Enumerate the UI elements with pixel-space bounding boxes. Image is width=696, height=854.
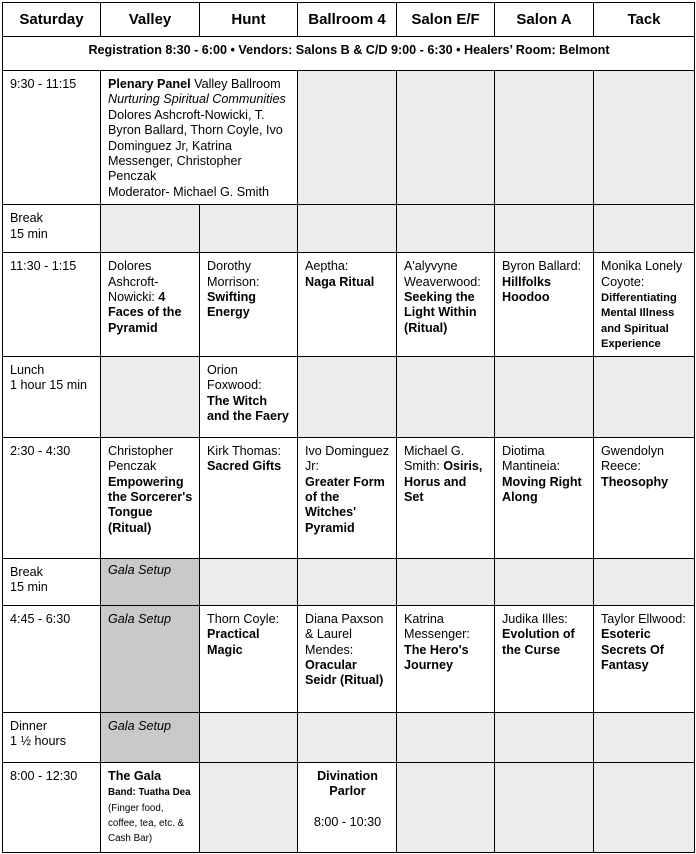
- session-title: Greater Form of the Witches' Pyramid: [305, 474, 385, 535]
- time-cell: Break 15 min: [3, 558, 101, 605]
- row-445: [3, 605, 695, 712]
- session-title: Seeking the Light Within (Ritual): [404, 290, 477, 335]
- empty-cell: [495, 558, 594, 605]
- session-title: Differentiating Mental Illness and Spiritual Experience: [601, 292, 677, 351]
- header-row: [3, 3, 695, 37]
- plenary-subtitle: Nurturing Spiritual Communities: [108, 92, 286, 107]
- session-cell: [101, 253, 200, 356]
- session-cell: [594, 605, 695, 712]
- plenary-location: Valley Ballroom: [190, 77, 281, 91]
- session-title: Theosophy: [601, 474, 669, 489]
- time-cell: 4:45 - 6:30: [3, 605, 101, 712]
- presenter: Christopher Penczak: [108, 443, 174, 474]
- gala-cell: [101, 762, 200, 852]
- empty-cell: [101, 356, 200, 437]
- session-cell: [200, 437, 298, 558]
- empty-cell: [594, 71, 695, 205]
- presenter: Diana Paxson & Laurel Mendes:: [305, 611, 384, 657]
- empty-cell: [298, 558, 397, 605]
- schedule-table: [2, 2, 695, 853]
- presenter: Katrina Messenger:: [404, 611, 470, 642]
- row-230: [3, 437, 695, 558]
- presenter: Judika Illes:: [502, 611, 568, 626]
- divination-parlor-cell: [298, 762, 397, 852]
- time-cell: Break 15 min: [3, 205, 101, 253]
- session-cell: [200, 605, 298, 712]
- session-cell: [298, 253, 397, 356]
- presenter: Kirk Thomas:: [207, 443, 281, 458]
- empty-cell: [397, 712, 495, 762]
- row-plenary: [3, 71, 695, 205]
- gala-title: The Gala: [108, 768, 162, 783]
- empty-cell: [397, 71, 495, 205]
- presenter: Orion Foxwood:: [207, 362, 262, 393]
- session-title: Oracular Seidr (Ritual): [305, 657, 384, 688]
- empty-cell: [594, 205, 695, 253]
- empty-cell: [495, 205, 594, 253]
- plenary-moderator: Moderator- Michael G. Smith: [108, 184, 269, 199]
- header-salon-a: Salon A: [495, 3, 594, 37]
- registration-banner: Registration 8:30 - 6:00 • Vendors: Salons B & C/D 9:00 - 6:30 • Healers’ Room: Belmont: [3, 37, 695, 71]
- plenary-title: Plenary Panel: [108, 77, 191, 91]
- header-hunt: Hunt: [200, 3, 298, 37]
- row-dinner: [3, 712, 695, 762]
- empty-cell: [397, 205, 495, 253]
- empty-cell: [101, 205, 200, 253]
- header-valley: Valley: [101, 3, 200, 37]
- session-title: Hillfolks Hoodoo: [502, 274, 551, 305]
- session-cell: [397, 437, 495, 558]
- empty-cell: [594, 558, 695, 605]
- session-title: Moving Right Along: [502, 474, 582, 504]
- presenter: Michael G. Smith:: [404, 443, 465, 474]
- session-cell: [397, 253, 495, 356]
- session-cell: [495, 437, 594, 558]
- row-1130: [3, 253, 695, 356]
- session-title: The Witch and the Faery: [207, 393, 289, 423]
- header-ballroom-4: Ballroom 4: [298, 3, 397, 37]
- header-salon-ef: Salon E/F: [397, 3, 495, 37]
- time-cell: 11:30 - 1:15: [3, 253, 101, 356]
- session-title: Empowering the Sorcerer's Tongue (Ritual): [108, 474, 193, 535]
- time-cell: 8:00 - 12:30: [3, 762, 101, 852]
- session-title: Practical Magic: [207, 627, 260, 657]
- session-title: Naga Ritual: [305, 274, 375, 289]
- session-cell: [298, 437, 397, 558]
- header-saturday: Saturday: [3, 3, 101, 37]
- session-title: Swifting Energy: [207, 290, 256, 320]
- empty-cell: [298, 356, 397, 437]
- session-cell: [397, 605, 495, 712]
- presenter: Aeptha:: [305, 259, 349, 274]
- presenter: Dolores Ashcroft-Nowicki:: [108, 259, 159, 305]
- divination-title: Divination Parlor: [317, 768, 378, 799]
- divination-time: 8:00 - 10:30: [313, 814, 382, 829]
- header-tack: Tack: [594, 3, 695, 37]
- empty-cell: [298, 205, 397, 253]
- session-title: Osiris, Horus and Set: [404, 459, 483, 504]
- row-break-1: [3, 205, 695, 253]
- session-cell: [101, 437, 200, 558]
- row-gala: [3, 762, 695, 852]
- session-cell: [594, 253, 695, 356]
- session-title: 4 Faces of the Pyramid: [108, 290, 182, 335]
- session-cell: [298, 605, 397, 712]
- presenter: A'alyvyne Weaverwood:: [404, 259, 481, 289]
- gala-band: Band: Tuatha Dea: [108, 787, 191, 799]
- empty-cell: [594, 356, 695, 437]
- empty-cell: [397, 356, 495, 437]
- presenter: Monika Lonely Coyote:: [601, 259, 683, 289]
- banner-row: [3, 37, 695, 71]
- session-cell: [495, 253, 594, 356]
- empty-cell: [495, 71, 594, 205]
- time-cell: 9:30 - 11:15: [3, 71, 101, 205]
- plenary-cell: [101, 71, 298, 205]
- session-cell: [594, 437, 695, 558]
- session-title: The Hero's Journey: [404, 642, 469, 672]
- session-cell: [200, 356, 298, 437]
- time-cell: Lunch 1 hour 15 min: [3, 356, 101, 437]
- presenter: Byron Ballard:: [502, 259, 582, 274]
- empty-cell: [495, 762, 594, 852]
- time-cell: 2:30 - 4:30: [3, 437, 101, 558]
- presenter: Ivo Dominguez Jr:: [305, 443, 389, 474]
- presenter: Thorn Coyle:: [207, 611, 280, 626]
- empty-cell: [298, 712, 397, 762]
- presenter: Dorothy Morrison:: [207, 259, 260, 289]
- empty-cell: [200, 205, 298, 253]
- empty-cell: [200, 762, 298, 852]
- empty-cell: [298, 71, 397, 205]
- gala-setup-cell: Gala Setup: [101, 558, 200, 605]
- empty-cell: [594, 712, 695, 762]
- presenter: Taylor Ellwood:: [601, 611, 686, 626]
- empty-cell: [495, 712, 594, 762]
- gala-setup-cell: Gala Setup: [101, 605, 200, 712]
- session-title: Evolution of the Curse: [502, 627, 575, 657]
- empty-cell: [200, 558, 298, 605]
- session-title: Esoteric Secrets Of Fantasy: [601, 627, 664, 672]
- row-lunch: [3, 356, 695, 437]
- empty-cell: [594, 762, 695, 852]
- session-cell: [495, 605, 594, 712]
- empty-cell: [200, 712, 298, 762]
- gala-setup-cell: Gala Setup: [101, 712, 200, 762]
- presenter: Gwendolyn Reece:: [601, 443, 665, 474]
- time-cell: Dinner 1 ½ hours: [3, 712, 101, 762]
- empty-cell: [397, 762, 495, 852]
- row-break-2: [3, 558, 695, 605]
- plenary-panelists: Dolores Ashcroft-Nowicki, T. Byron Ballard, Thorn Coyle, Ivo Dominguez Jr, Katrina Messenger, Christopher Penczak: [108, 107, 283, 184]
- gala-note: (Finger food, coffee, tea, etc. & Cash Bar): [108, 802, 185, 845]
- session-cell: [200, 253, 298, 356]
- session-title: Sacred Gifts: [207, 459, 282, 474]
- empty-cell: [397, 558, 495, 605]
- empty-cell: [495, 356, 594, 437]
- presenter: Diotima Mantineia:: [502, 443, 561, 474]
